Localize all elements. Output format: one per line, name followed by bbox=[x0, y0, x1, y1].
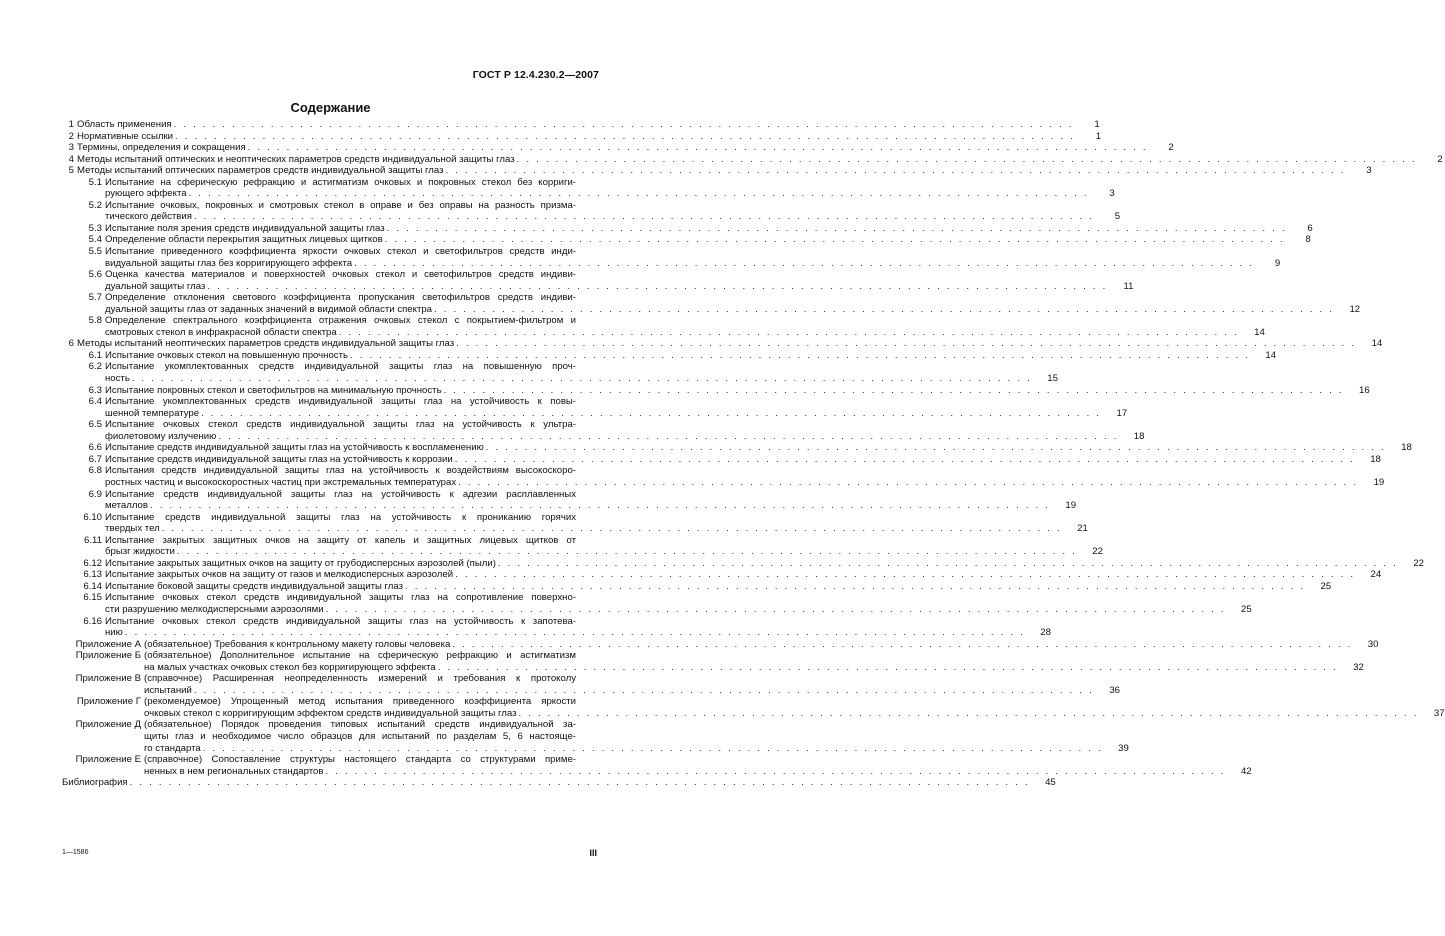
dot-leader bbox=[516, 708, 1422, 720]
toc-entry-title: дуальной защиты глаз от заданных значений в видимой области спектра bbox=[105, 303, 433, 315]
toc-entry bbox=[62, 269, 1134, 292]
dot-leader bbox=[123, 627, 1029, 639]
dot-leader bbox=[444, 165, 1350, 177]
dot-leader bbox=[173, 131, 1079, 143]
toc-entry-number: 5.4 bbox=[88, 234, 102, 246]
toc-entry-page: 18 bbox=[1401, 442, 1412, 454]
toc-entry-page: 2 bbox=[1437, 153, 1443, 165]
toc-entry-number: Приложение Д bbox=[75, 719, 141, 731]
toc-entry-number: 6 bbox=[68, 338, 74, 350]
toc-entry-title: фиолетовому излучению bbox=[105, 430, 217, 442]
toc-entry-title: Оценка качества материалов и поверхностей очковых стекол и светофильтров средств индиви- bbox=[105, 269, 576, 281]
page-number: III bbox=[589, 848, 597, 858]
toc-entry bbox=[62, 442, 1412, 454]
toc-entry bbox=[62, 650, 1364, 673]
dot-leader bbox=[246, 142, 1152, 154]
toc-entry-page: 19 bbox=[1065, 500, 1077, 512]
toc-entry bbox=[62, 222, 1313, 235]
toc-entry-title: го стандарта bbox=[144, 742, 201, 754]
toc-entry-page: 6 bbox=[1307, 222, 1313, 234]
toc-entry bbox=[62, 130, 1102, 143]
dot-leader bbox=[442, 385, 1348, 397]
toc-entry-title: сти разрушению мелкодисперсными аэрозолями bbox=[105, 603, 324, 615]
toc-entry-page: 30 bbox=[1367, 638, 1379, 650]
toc-entry-title: Испытание очковых стекол средств индивидуальной защиты глаз на устойчивость к ультра- bbox=[105, 419, 576, 431]
toc-entry-title: Испытание закрытых очков на защиту от газов и мелкодисперсных аэрозолей bbox=[105, 569, 454, 581]
dot-leader bbox=[436, 662, 1342, 674]
dot-leader bbox=[352, 258, 1258, 270]
toc-entry-page: 5 bbox=[1114, 211, 1121, 223]
toc-entry-number: 5.3 bbox=[88, 222, 102, 234]
toc-entry-title: Испытание поля зрения средств индивидуальной защиты глаз bbox=[105, 222, 385, 234]
toc-entry bbox=[62, 615, 1051, 639]
toc-entry-title: (обязательное) Дополнительное испытание на сферическую рефракцию и астигматизм bbox=[144, 650, 576, 662]
toc-entry-page: 1 bbox=[1094, 119, 1100, 130]
toc-entry-number: Приложение Е bbox=[75, 754, 141, 766]
toc-entry-number: 4 bbox=[68, 153, 74, 165]
toc-entry-number: 5.7 bbox=[88, 292, 102, 304]
toc-entry bbox=[62, 142, 1174, 154]
dot-leader bbox=[348, 350, 1254, 362]
toc-entry-page: 37 bbox=[1433, 707, 1445, 719]
toc-entry-number: 6.15 bbox=[83, 592, 102, 604]
toc-entry-number: Приложение Б bbox=[75, 650, 141, 662]
toc-entry bbox=[62, 488, 1077, 512]
toc-entry-title: дуальной защиты глаз bbox=[105, 280, 206, 292]
toc-entry-page: 19 bbox=[1373, 476, 1385, 488]
toc-entry-page: 42 bbox=[1240, 765, 1252, 777]
toc-entry-title: Термины, определения и сокращения bbox=[77, 142, 246, 154]
toc-entry-title: Испытания средств индивидуальной защиты глаз на устойчивость к воздействиям высокоскоро- bbox=[105, 465, 576, 477]
toc-entry bbox=[62, 673, 1120, 696]
dot-leader bbox=[515, 154, 1421, 166]
toc-entry bbox=[62, 292, 1361, 315]
toc-entry-number: 6.12 bbox=[83, 557, 102, 569]
toc-entry-number: 6.4 bbox=[88, 396, 102, 408]
toc-entry-title: Определение области перекрытия защитных лицевых щитков bbox=[105, 234, 383, 246]
toc-entry-title: смотровых стекол в инфракрасной области спектра bbox=[105, 326, 337, 338]
toc-entry-number: 6.11 bbox=[84, 534, 102, 546]
toc-entry-title: (обязательное) Порядок проведения типовых испытаний средств индивидуальной за- bbox=[144, 719, 576, 731]
toc-entry-page: 15 bbox=[1047, 373, 1058, 385]
toc-entry-number: 5 bbox=[68, 165, 74, 177]
toc-entry-title: шенной температуре bbox=[105, 407, 200, 419]
toc-entry-page: 14 bbox=[1254, 326, 1265, 338]
toc-entry-title: (рекомендуемое) Упрощенный метод испытания приведенного коэффициента яркости bbox=[144, 696, 576, 708]
toc-entry bbox=[62, 246, 1281, 269]
toc-entry bbox=[62, 580, 1332, 593]
toc-entry bbox=[62, 234, 1311, 246]
toc-entry-title: (справочное) Сопоставление структуры настоящего стандарта со структурами приме- bbox=[144, 754, 576, 766]
toc-entry-title: брызг жидкости bbox=[105, 546, 175, 558]
toc-entry-title: (обязательное) Требования к контрольному макету головы человека bbox=[144, 638, 451, 650]
toc-entry bbox=[62, 569, 1382, 581]
dot-leader bbox=[403, 581, 1309, 593]
toc-entry-title: рующего эффекта bbox=[105, 188, 187, 200]
dot-leader bbox=[484, 442, 1390, 454]
dot-leader bbox=[172, 119, 1078, 131]
toc-entry-number: 6.16 bbox=[83, 615, 102, 627]
toc-entry-title: Испытание приведенного коэффициента яркости очковых стекол и светофильтров средств инди- bbox=[105, 246, 576, 258]
toc-entry-title: (справочное) Расширенная неопределенность измерений и требования к протоколу bbox=[144, 673, 576, 685]
toc-entry-page: 36 bbox=[1109, 684, 1120, 696]
toc-entry-title: Испытание средств индивидуальной защиты глаз на устойчивость к адгезии расплавленных bbox=[105, 488, 576, 500]
toc-entry-number: Приложение В bbox=[75, 673, 141, 685]
toc-entry-number: 5.5 bbox=[88, 246, 102, 258]
toc-entry-page: 24 bbox=[1370, 569, 1382, 581]
toc-entry-page: 25 bbox=[1320, 580, 1332, 592]
dot-leader bbox=[324, 766, 1230, 778]
toc-entry-number: 6.8 bbox=[88, 465, 102, 477]
toc-entry-title: Методы испытаний неоптических параметров средств индивидуальной защиты глаз bbox=[77, 338, 455, 350]
toc-entry-number: 6.6 bbox=[88, 442, 102, 454]
toc-entry bbox=[62, 396, 1128, 419]
dot-leader bbox=[383, 234, 1289, 246]
toc-entry-title: Испытание средств индивидуальной защиты глаз на устойчивость к прониканию горячих bbox=[105, 511, 576, 523]
toc-entry-title: Испытание укомплектованных средств индивидуальной защиты глаз на повышенную проч- bbox=[105, 361, 576, 373]
toc-entry-title: твердых тел bbox=[105, 523, 160, 535]
toc-entry bbox=[62, 119, 1100, 131]
dot-leader bbox=[201, 743, 1107, 755]
dot-leader bbox=[324, 604, 1230, 616]
toc-entry-title: Испытание закрытых защитных очков на защиту от грубодисперсных аэрозолей (пыли) bbox=[105, 557, 496, 569]
dot-leader bbox=[216, 431, 1122, 443]
toc-entry-title: ность bbox=[105, 373, 130, 385]
toc-entry-number: 2 bbox=[68, 130, 74, 142]
toc-entry bbox=[62, 777, 1056, 789]
toc-entry bbox=[62, 557, 1425, 570]
toc-entry bbox=[62, 592, 1252, 615]
toc-entry-page: 18 bbox=[1133, 430, 1145, 442]
toc-entry-title: Определение отклонения светового коэффициента пропускания светофильтров средств индиви- bbox=[105, 292, 576, 304]
toc-entry bbox=[62, 696, 1445, 719]
toc-entry bbox=[62, 453, 1381, 466]
toc-entry bbox=[62, 638, 1379, 651]
toc-entry-title: Испытание средств индивидуальной защиты глаз на устойчивость к коррозии bbox=[105, 453, 453, 465]
toc-entry-page: 1 bbox=[1095, 130, 1102, 142]
toc-entry-number: 5.2 bbox=[88, 199, 102, 211]
toc-entry-title: Испытание покровных стекол и светофильтров на минимальную прочность bbox=[105, 384, 442, 396]
dot-leader bbox=[454, 338, 1360, 350]
toc-entry-page: 18 bbox=[1370, 453, 1381, 465]
toc-entry-title: щиты глаз и необходимое число образцов для испытаний по разделам 5, 6 настояще- bbox=[144, 730, 576, 742]
toc-entry-title: Испытание боковой защиты средств индивидуальной защиты глаз bbox=[105, 580, 404, 592]
toc-entry bbox=[62, 511, 1088, 535]
toc-entry-page: 11 bbox=[1123, 280, 1134, 292]
toc-entry-title: Область применения bbox=[77, 119, 172, 130]
toc-entry-page: 9 bbox=[1274, 257, 1281, 269]
toc-entry-number: 6.3 bbox=[88, 384, 102, 396]
dot-leader bbox=[496, 558, 1402, 570]
dot-leader bbox=[453, 569, 1359, 581]
toc-entry bbox=[62, 361, 1058, 385]
dot-leader bbox=[199, 408, 1105, 420]
toc-entry bbox=[62, 176, 1115, 200]
dot-leader bbox=[160, 523, 1066, 535]
toc-entry-title: Испытание очковых стекол на повышенную прочность bbox=[105, 349, 348, 361]
toc-entry-number: 1 bbox=[68, 119, 74, 130]
toc-entry-page: 25 bbox=[1241, 603, 1252, 615]
toc-entry-title: ростных частиц и высокоскоростных частиц при экстремальных температурах bbox=[105, 476, 457, 488]
dot-leader bbox=[453, 454, 1359, 466]
toc-entry-title: нию bbox=[105, 627, 123, 639]
toc-entry bbox=[62, 349, 1277, 362]
toc-entry-page: 14 bbox=[1371, 338, 1383, 350]
toc-entry-number: 6.5 bbox=[88, 419, 102, 431]
dot-leader bbox=[192, 211, 1098, 223]
toc-entry-page: 22 bbox=[1413, 557, 1425, 569]
dot-leader bbox=[205, 281, 1111, 293]
toc-entry-number: 6.7 bbox=[88, 453, 102, 465]
toc-entry-number: 6.10 bbox=[83, 511, 102, 523]
toc-entry-page: 17 bbox=[1116, 407, 1128, 419]
dot-leader bbox=[450, 639, 1356, 651]
dot-leader bbox=[456, 477, 1362, 489]
toc-entry-number: 6.14 bbox=[83, 580, 102, 592]
toc-entry bbox=[62, 338, 1383, 350]
toc-entry-page: 45 bbox=[1045, 777, 1056, 789]
toc-entry-page: 8 bbox=[1305, 234, 1311, 246]
toc-entry-number: Приложение А bbox=[75, 638, 141, 650]
toc-entry-page: 3 bbox=[1109, 188, 1115, 200]
toc-entry-title: тического действия bbox=[105, 211, 192, 223]
toc-entry-page: 39 bbox=[1118, 742, 1129, 754]
dot-leader bbox=[128, 777, 1034, 789]
toc-entry-page: 21 bbox=[1077, 523, 1088, 535]
toc-entry-page: 16 bbox=[1359, 384, 1370, 396]
toc-entry-number: 6.13 bbox=[83, 569, 102, 581]
toc-entry-page: 14 bbox=[1265, 349, 1277, 361]
dot-leader bbox=[432, 304, 1338, 316]
toc-entry-number: 5.6 bbox=[88, 269, 102, 281]
toc-entry-number: 6.9 bbox=[88, 488, 102, 500]
dot-leader bbox=[148, 500, 1054, 512]
toc-entry-title: Испытание на сферическую рефракцию и астигматизм очковых и покровных стекол без корриги- bbox=[105, 176, 576, 188]
table-of-contents bbox=[62, 119, 1445, 789]
toc-entry-title: Испытание очковых стекол средств индивидуальной защиты глаз на устойчивость к запотева- bbox=[105, 615, 576, 627]
print-code: 1—1586 bbox=[62, 849, 89, 856]
toc-entry-title: Определение спектрального коэффициента отражения очковых стекол с покрытием-фильтром и bbox=[105, 315, 576, 327]
toc-entry-title: металлов bbox=[105, 500, 148, 512]
toc-entry bbox=[62, 719, 1129, 754]
dot-leader bbox=[385, 223, 1291, 235]
dot-leader bbox=[337, 327, 1243, 339]
toc-entry bbox=[62, 534, 1103, 558]
toc-entry-title: Испытание очковых, покровных и смотровых стекол в оправе и без оправы на разность призма- bbox=[105, 199, 576, 211]
toc-entry-title: очковых стекол с корригирующим эффектом средств индивидуальной защиты глаз bbox=[144, 707, 517, 719]
toc-entry-number: 5.1 bbox=[88, 176, 102, 188]
toc-entry bbox=[62, 465, 1385, 488]
toc-entry-number: 5.8 bbox=[88, 315, 102, 327]
toc-entry bbox=[62, 165, 1372, 177]
dot-leader bbox=[192, 685, 1098, 697]
toc-entry-title: видуальной защиты глаз без корригирующего эффекта bbox=[105, 257, 353, 269]
toc-entry-page: 3 bbox=[1366, 165, 1372, 177]
toc-entry-number: Приложение Г bbox=[76, 696, 141, 708]
toc-entry-title: ненных в нем региональных стандартов bbox=[144, 765, 324, 777]
dot-leader bbox=[130, 373, 1036, 385]
toc-entry bbox=[62, 754, 1252, 777]
toc-entry-title: Методы испытаний оптических и неоптических параметров средств индивидуальной защиты глаз bbox=[77, 153, 515, 165]
toc-entry-title: Испытание средств индивидуальной защиты глаз на устойчивость к воспламенению bbox=[105, 442, 484, 454]
toc-entry bbox=[62, 199, 1121, 223]
toc-entry-number: 6.2 bbox=[88, 361, 102, 373]
toc-entry-title: Испытание очковых стекол средств индивидуальной защиты глаз на сопротивление поверхно- bbox=[105, 592, 576, 604]
toc-entry bbox=[62, 419, 1145, 442]
toc-entry bbox=[62, 384, 1370, 397]
toc-entry-page: 2 bbox=[1168, 142, 1174, 154]
toc-entry-page: 22 bbox=[1092, 546, 1103, 558]
dot-leader bbox=[187, 188, 1093, 200]
toc-entry-page: 28 bbox=[1040, 627, 1051, 639]
toc-entry bbox=[62, 315, 1265, 338]
toc-entry-title: Испытание укомплектованных средств индивидуальной защиты глаз на устойчивость к повы- bbox=[105, 396, 576, 408]
toc-entry bbox=[62, 153, 1443, 166]
toc-entry-title: Испытание закрытых защитных очков на защиту от капель и защитных лицевых щитков от bbox=[105, 534, 576, 546]
toc-entry-page: 12 bbox=[1349, 303, 1361, 315]
toc-entry-page: 32 bbox=[1353, 661, 1364, 673]
page-title: Содержание bbox=[290, 100, 371, 115]
toc-entry-number: 6.1 bbox=[88, 349, 102, 361]
document-id: ГОСТ Р 12.4.230.2—2007 bbox=[472, 69, 599, 81]
toc-entry-title: Методы испытаний оптических параметров средств индивидуальной защиты глаз bbox=[77, 165, 444, 177]
toc-entry-title: на малых участках очковых стекол без корригирующего эффекта bbox=[144, 661, 436, 673]
toc-entry-number: 3 bbox=[68, 142, 74, 154]
dot-leader bbox=[175, 546, 1081, 558]
toc-entry-title: Нормативные ссылки bbox=[77, 130, 174, 142]
toc-entry-title: испытаний bbox=[144, 684, 192, 696]
toc-entry-title: Библиография bbox=[62, 777, 128, 789]
